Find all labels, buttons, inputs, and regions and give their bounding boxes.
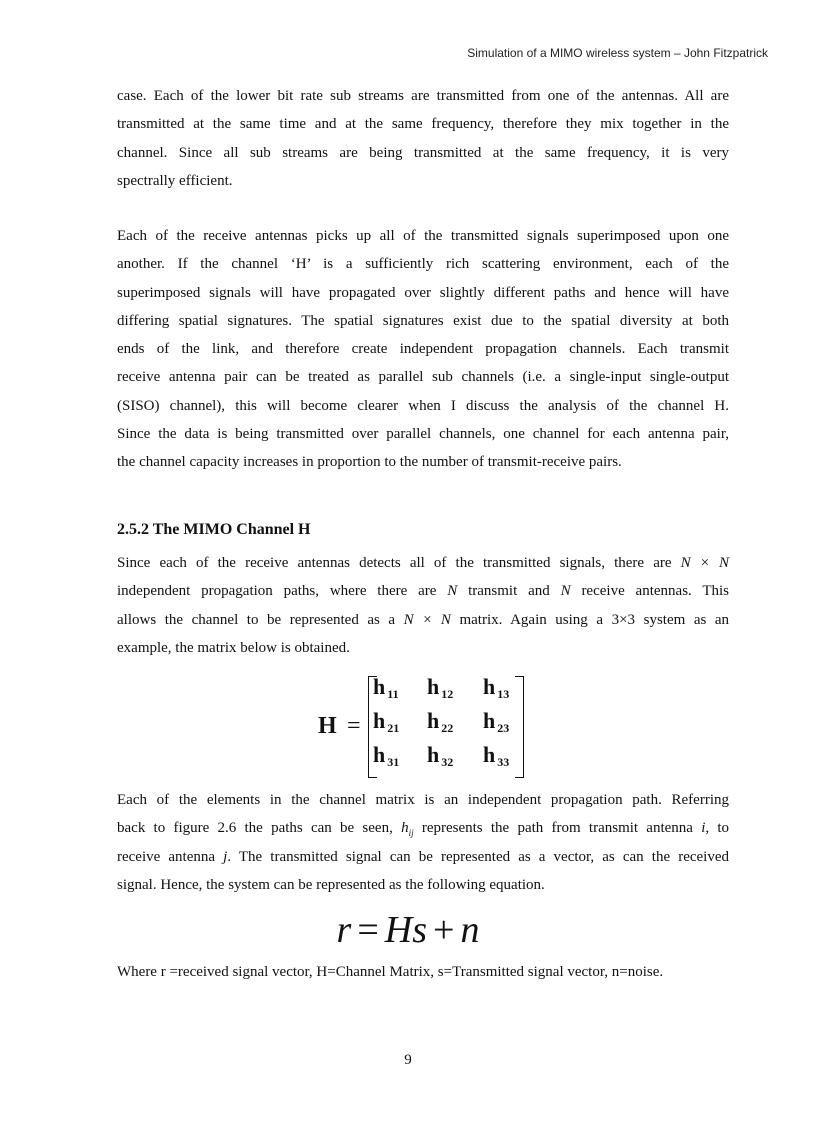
text-line: Since the data is being transmitted over parallel channels, one channel for each antenna pair, (117, 426, 729, 443)
text-line: channel. Since all sub streams are being transmitted at the same frequency, it is very (117, 144, 729, 161)
text-line: case. Each of the lower bit rate sub streams are transmitted from one of the antennas. All are (117, 88, 729, 104)
text-line: Each of the elements in the channel matrix is an independent propagation path. Referring (117, 792, 729, 808)
math-inline: i (701, 820, 706, 837)
text-line: receive antenna pair can be treated as parallel sub channels (i.e. a single-input single-output (117, 369, 729, 386)
text-line: back to figure 2.6 the paths can be seen, $h_{ij}$ represents the path from transmit antenna i, to (117, 820, 730, 839)
matrix-cell: h 32 (427, 742, 454, 769)
matrix-cell: h 12 (427, 674, 454, 701)
body-paragraph (117, 222, 729, 477)
body-paragraph (117, 786, 729, 899)
text-line: another. If the channel ‘H’ is a sufficiently rich scattering environment, each of the (117, 256, 729, 273)
text-line: (SISO) channel), this will become clearer when I discuss the analysis of the channel H. (117, 397, 729, 414)
display-equation: r = Hs + n (336, 909, 480, 951)
text-line: allows the channel to be represented as a N × N matrix. Again using a 3×3 system as an (117, 611, 730, 628)
text-line: superimposed signals will have propagated over slightly different paths and hence will have (117, 284, 729, 301)
page-number: 9 (404, 1052, 412, 1068)
body-paragraph (117, 82, 729, 195)
text-line: differing spatial signatures. The spatial signatures exist due to the spatial diversity at both (117, 312, 729, 329)
matrix-cell: h 31 (373, 742, 400, 769)
text-line: ends of the link, and therefore create independent propagation channels. Each transmit (117, 341, 729, 358)
right-bracket (515, 676, 524, 778)
matrix-symbol: H (318, 713, 337, 739)
text-line: the channel capacity increases in proportion to the number of transmit-receive pairs. (117, 454, 622, 471)
matrix-cell: h 23 (483, 708, 510, 735)
math-inline: N × N (403, 611, 451, 628)
matrix-cell: h 13 (483, 674, 510, 701)
channel-matrix (318, 674, 538, 778)
text-line: independent propagation paths, where there are N transmit and N receive antennas. This (117, 583, 730, 600)
math-inline: N (447, 583, 458, 600)
equals-sign: = (347, 713, 361, 739)
text-line: signal. Hence, the system can be represented as the following equation. (117, 876, 545, 893)
math-inline: N × N (680, 555, 729, 571)
body-paragraph (117, 549, 729, 662)
text-line: Where r =received signal vector, H=Channel Matrix, s=Transmitted signal vector, n=noise. (117, 964, 664, 980)
matrix-cell: h 33 (483, 742, 510, 769)
matrix-cell: h 22 (427, 708, 454, 735)
text-line: transmitted at the same time and at the same frequency, therefore they mix together in the (117, 116, 729, 133)
matrix-cell: h 21 (373, 708, 400, 735)
section-heading: 2.5.2 The MIMO Channel H (117, 521, 311, 538)
math-inline: 3×3 (611, 611, 636, 628)
running-header: Simulation of a MIMO wireless system – John Fitzpatrick (467, 46, 768, 60)
math-inline: $h_{ij}$ (401, 820, 414, 839)
math-inline: j (223, 848, 228, 865)
body-paragraph (117, 958, 729, 986)
text-line: example, the matrix below is obtained. (117, 639, 350, 656)
text-line: Each of the receive antennas picks up all of the transmitted signals superimposed upon one (117, 228, 729, 244)
math-inline: N (560, 583, 571, 600)
text-line: Since each of the receive antennas detects all of the transmitted signals, there are N × N (117, 555, 729, 571)
text-line: spectrally efficient. (117, 172, 233, 189)
text-line: receive antenna j. The transmitted signal can be represented as a vector, as can the received (117, 848, 729, 865)
matrix-cell: h 11 (373, 674, 399, 701)
